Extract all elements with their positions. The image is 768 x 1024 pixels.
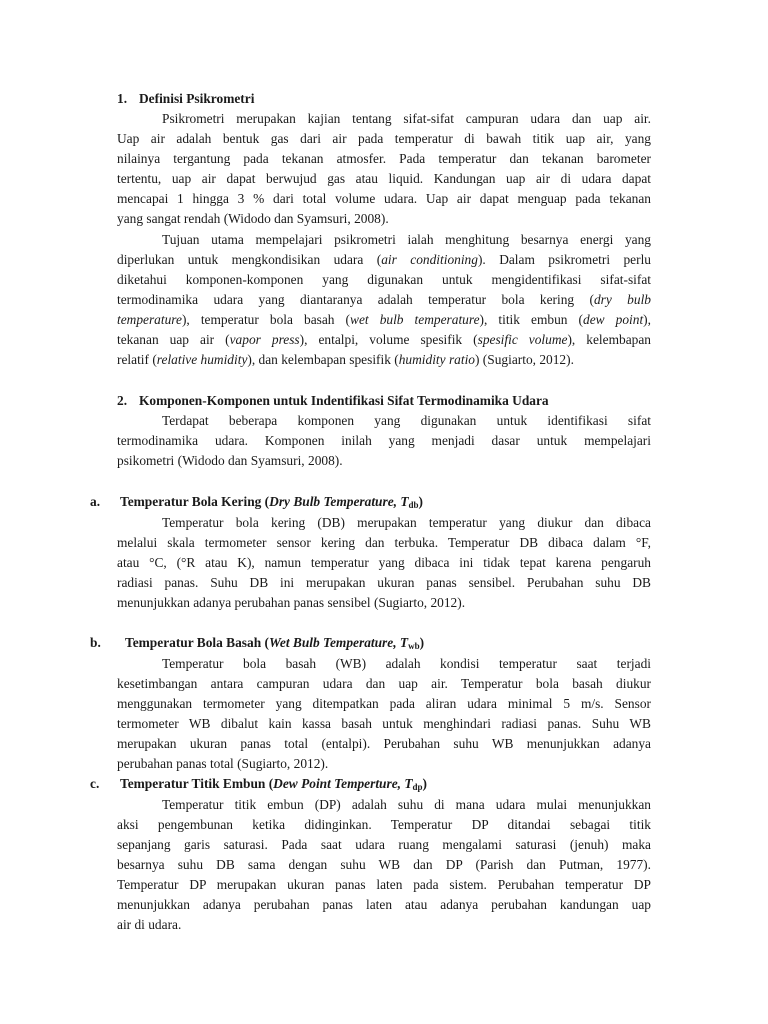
paragraph-line: tertentu, uap air dapat berwujud gas atau liquid. Kandungan uap air di udara dapat (117, 171, 651, 186)
heading-italic: Dew Point Temperture, T (273, 776, 413, 791)
paragraph-line: sepanjang garis saturasi. Pada saat udara ruang mengalami saturasi (jenuh) maka (117, 837, 651, 852)
text-run: tekanan uap air ( (117, 332, 230, 347)
paragraph-line: Temperatur bola basah (WB) adalah kondisi temperatur saat terjadi (162, 656, 651, 671)
paragraph-line: menunjukkan adanya perubahan panas laten atau adanya perubahan kandungan uap (117, 897, 651, 912)
paragraph-line: termometer WB dibalut kain kassa basah untuk menghindari radiasi panas. Suhu WB (117, 716, 651, 731)
heading-subscript: dp (412, 782, 423, 792)
text-run: diperlukan untuk mengkondisikan udara ( (117, 252, 382, 267)
text-run: relatif ( (117, 352, 157, 367)
text-run: ), temperatur bola basah ( (181, 312, 351, 327)
italic-term: spesific volume (477, 332, 568, 347)
paragraph-line: mencapai 1 hingga 3 % dari total volume udara. Uap air dapat menguap pada tekanan (117, 191, 651, 206)
text-run: termodinamika udara yang diantaranya adalah temperatur bola kering ( (117, 292, 594, 307)
italic-term: wet bulb temperature (350, 312, 480, 327)
text-run: ), titik embun ( (479, 312, 583, 327)
paragraph-line: Tujuan utama mempelajari psikrometri ialah menghitung besarnya energi yang (162, 232, 651, 247)
paragraph-line: air di udara. (117, 917, 182, 932)
paragraph-line (117, 290, 651, 310)
paragraph-line (117, 330, 651, 350)
paragraph-line: radiasi panas. Suhu DB ini merupakan ukuran panas sensibel. Perubahan suhu DB (117, 575, 651, 590)
text-run: ), entalpi, volume spesifik ( (299, 332, 478, 347)
paragraph-line: Temperatur DP merupakan ukuran panas laten pada sistem. Perubahan temperatur DP (117, 877, 651, 892)
heading-text: ) (418, 494, 424, 509)
paragraph-line (117, 310, 651, 330)
italic-term: humidity ratio (398, 352, 475, 367)
heading-text: Temperatur Bola Basah ( (125, 635, 269, 650)
subsection-a-label: a. (90, 494, 101, 509)
subsection-c-heading (90, 774, 650, 794)
italic-term: vapor press (229, 332, 300, 347)
paragraph-line: menggunakan termometer yang ditempatkan pada aliran udara minimal 5 m/s. Sensor (117, 696, 651, 711)
section-1-heading (117, 89, 651, 109)
paragraph-line (117, 250, 651, 270)
paragraph-line: diketahui komponen-komponen yang digunakan untuk mengidentifikasi sifat-sifat (117, 272, 651, 287)
paragraph-line: menunjukkan adanya perubahan panas sensibel (Sugiarto, 2012). (117, 595, 466, 610)
paragraph-line: perubahan panas total (Sugiarto, 2012). (117, 756, 329, 771)
italic-term: temperature (117, 312, 182, 327)
paragraph-line: melalui skala termometer sensor kering dan terbuka. Temperatur DB dibaca dalam °F, (117, 535, 651, 550)
italic-term: dry bulb (593, 292, 651, 307)
text-run: ) (Sugiarto, 2012). (475, 352, 574, 367)
section-2-title: Komponen-Komponen untuk Indentifikasi Sifat Termodinamika Udara (139, 393, 549, 408)
italic-term: relative humidity (156, 352, 248, 367)
paragraph-line: yang sangat rendah (Widodo dan Syamsuri, 2008). (117, 211, 389, 226)
subsection-b-heading (90, 633, 650, 653)
paragraph-line: Temperatur titik embun (DP) adalah suhu di mana udara mulai menunjukkan (162, 797, 651, 812)
paragraph-line: Psikrometri merupakan kajian tentang sifat-sifat campuran udara dan uap air. (162, 111, 651, 126)
heading-italic: Dry Bulb Temperature, T (269, 494, 409, 509)
heading-subscript: db (408, 500, 419, 510)
heading-subscript: wb (408, 641, 420, 651)
heading-text: ) (422, 776, 428, 791)
italic-term: air conditioning (381, 252, 478, 267)
paragraph-line: Uap air adalah bentuk gas dari air pada temperatur di bawah titik uap air, yang (117, 131, 651, 146)
text-run: ), (643, 312, 651, 327)
heading-text: ) (419, 635, 425, 650)
section-1-title: Definisi Psikrometri (139, 91, 255, 106)
paragraph-line: besarnya suhu DB sama dengan suhu WB dan DP (Parish dan Putman, 1977). (117, 857, 651, 872)
paragraph-line: merupakan ukuran panas total (entalpi). Perubahan suhu WB menunjukkan adanya (117, 736, 651, 751)
paragraph-line: termodinamika udara. Komponen inilah yang menjadi dasar untuk mempelajari (117, 433, 651, 448)
paragraph-line: Terdapat beberapa komponen yang digunakan untuk identifikasi sifat (162, 413, 651, 428)
italic-term: dew point (583, 312, 644, 327)
heading-text: Temperatur Bola Kering ( (120, 494, 270, 509)
heading-italic: Wet Bulb Temperature, T (268, 635, 409, 650)
text-run: ), dan kelembapan spesifik ( (247, 352, 399, 367)
paragraph-line: Temperatur bola kering (DB) merupakan temperatur yang diukur dan dibaca (162, 515, 651, 530)
heading-text: Temperatur Titik Embun ( (120, 776, 274, 791)
subsection-a-heading (90, 492, 650, 512)
section-2-heading (117, 391, 651, 411)
text-run: ), kelembapan (567, 332, 651, 347)
text-run: ). Dalam psikrometri perlu (477, 252, 651, 267)
subsection-c-label: c. (90, 776, 100, 791)
paragraph-line: atau °C, (°R atau K), namun temperatur yang dibaca ini tidak tepat karena pengaruh (117, 555, 651, 570)
paragraph-line: nilainya tergantung pada tekanan atmosfer. Pada temperatur dan tekanan barometer (117, 151, 651, 166)
paragraph-line: kesetimbangan antara campuran udara dan uap air. Temperatur bola basah diukur (117, 676, 651, 691)
paragraph-line (117, 350, 651, 370)
subsection-b-label: b. (90, 635, 101, 650)
paragraph-line: psikometri (Widodo dan Syamsuri, 2008). (117, 453, 343, 468)
section-1-number: 1. (117, 91, 128, 106)
section-2-number: 2. (117, 393, 128, 408)
paragraph-line: aksi pengembunan ketika didinginkan. Temperatur DP ditandai sebagai titik (117, 817, 651, 832)
